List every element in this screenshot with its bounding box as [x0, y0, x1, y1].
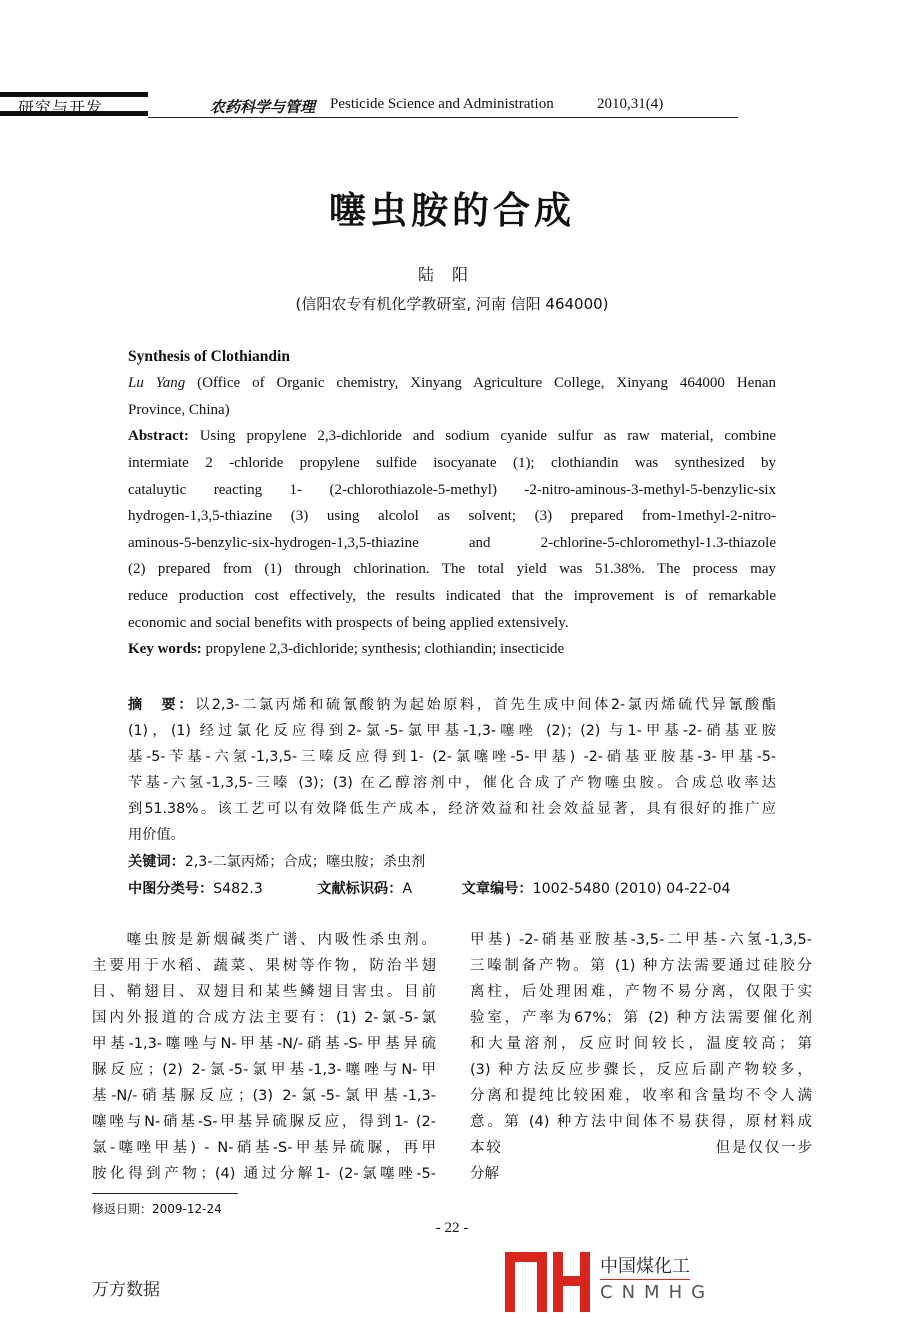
- chinese-abstract-text: 以2,3-二氯丙烯和硫氰酸钠为起始原料，首先生成中间体2-氯丙烯硫代异氰酸酯: [195, 697, 776, 713]
- english-affiliation: (Office of Organic chemistry, Xinyang Agriculture College, Xinyang 464000 Henan: [185, 375, 776, 391]
- article-title: 噻虫胺的合成: [329, 188, 575, 232]
- english-abstract-line: reduce production cost effectively, the results indicated that the improvement is of remarkable: [128, 588, 776, 604]
- english-abstract-line: hydrogen-1,3,5-thiazine (3) using alcolol as solvent; (3) prepared from-1methyl-2-nitro-: [128, 508, 776, 525]
- chinese-abstract-line: (1)，(1) 经过氯化反应得到2-氯-5-氯甲基-1,3-噻唑 (2)；(2) 与1-甲基-2-硝基亚胺: [128, 723, 776, 739]
- english-line: Province, China): [128, 402, 230, 418]
- affiliation: (信阳农专有机化学教研室, 河南 信阳 464000): [295, 295, 609, 313]
- keywords-label: Key words:: [128, 641, 202, 657]
- body-left-line: 胺化得到产物；(4) 通过分解1- (2-氯噻唑-5-: [92, 1166, 436, 1182]
- chinese-abstract-label: 摘 要：: [128, 697, 196, 713]
- body-right-line: 意。第 (4) 种方法中间体不易获得，原材料成: [470, 1114, 812, 1130]
- footnote-date: 修返日期：2009-12-24: [92, 1202, 222, 1216]
- logo-text-en: CNMHG: [600, 1282, 715, 1303]
- body-right-line: (3) 种方法反应步骤长，反应后副产物较多，: [470, 1062, 812, 1078]
- body-right-line: 三嗪制备产物。第 (1) 种方法需要通过硅胶分: [470, 958, 812, 974]
- body-right-line: 分解: [470, 1166, 499, 1182]
- clc-label: 中图分类号：: [128, 881, 214, 897]
- body-right-line: 甲基) -2-硝基亚胺基-3,5-二甲基-六氢-1,3,5-: [470, 932, 812, 948]
- english-abstract-line: cataluytic reacting 1- (2-chlorothiazole-5-methyl) -2-nitro-aminous-3-methyl-5-benzylic-six: [128, 481, 776, 498]
- keywords-text: propylene 2,3-dichloride; synthesis; clothiandin; insecticide: [201, 641, 565, 657]
- body-right-line: 本较 但是仅仅一步: [470, 1140, 812, 1156]
- page-number: - 22 -: [435, 1220, 469, 1236]
- body-right-line: 分离和提纯比较困难，收率和含量均不令人满: [470, 1088, 812, 1104]
- english-abstract-line: economic and social benefits with prospects of being applied extensively.: [128, 614, 569, 631]
- chinese-abstract-first: [128, 694, 776, 714]
- journal-cn-logo: 农药科学与管理: [210, 100, 316, 116]
- journal-name: Pesticide Science and Administration: [330, 96, 554, 112]
- doc-code-label: 文献标识码：: [317, 881, 403, 897]
- body-right-line: 验室，产率为67%；第 (2) 种方法需要催化剂: [470, 1010, 812, 1026]
- body-left-line: 国内外报道的合成方法主要有：(1) 2-氯-5-氯: [92, 1010, 436, 1026]
- english-title: Synthesis of Clothiandin: [128, 348, 290, 365]
- section-tag: [0, 92, 148, 116]
- body-left-line: 甲基-1,3-噻唑与N-甲基-N/-硝基-S-甲基异硫: [92, 1036, 436, 1052]
- article-no-value: 1002-5480 (2010) 04-22-04: [532, 881, 731, 897]
- cnmhg-logo-icon: [505, 1250, 590, 1312]
- footnote-rule: [92, 1193, 238, 1194]
- english-abstract-line: aminous-5-benzylic-six-hydrogen-1,3,5-thiazine and 2-chlorine-5-chloromethyl-1.3-thiazole: [128, 534, 776, 551]
- watermark: 万方数据: [92, 1280, 160, 1300]
- doc-code-value: A: [402, 881, 413, 897]
- chinese-keywords-text: 2,3-二氯丙烯；合成；噻虫胺；杀虫剂: [184, 854, 426, 870]
- classification-line: [128, 878, 776, 898]
- body-left-line: 噻虫胺是新烟碱类广谱、内吸性杀虫剂。: [92, 932, 436, 948]
- english-abstract-line: (2) prepared from (1) through chlorination. The total yield was 51.38%. The process may: [128, 561, 776, 578]
- author: 陆阳: [417, 265, 486, 284]
- chinese-abstract-line: 苄基-六氢-1,3,5-三嗪 (3)；(3) 在乙醇溶剂中，催化合成了产物噻虫胺。合成总收率达: [128, 775, 776, 791]
- body-right-line: 和大量溶剂，反应时间较长，温度较高；第: [470, 1036, 812, 1052]
- body-left-line: 主要用于水稻、蔬菜、果树等作物，防治半翅: [92, 958, 436, 974]
- english-abstract-line: intermiate 2 -chloride propylene sulfide isocyanate (1); clothiandin was synthesized by: [128, 455, 776, 471]
- abstract-text: Using propylene 2,3-dichloride and sodium cyanide sulfur as raw material, combine: [188, 428, 776, 444]
- chinese-keywords-label: 关键词：: [128, 854, 185, 870]
- logo-text-cn: 中国煤化工: [600, 1252, 690, 1280]
- chinese-abstract-line: 到51.38%。该工艺可以有效降低生产成本，经济效益和社会效益显著，具有很好的推广应: [128, 801, 776, 817]
- article-no-label: 文章编号：: [461, 881, 533, 897]
- english-author-line: [128, 375, 776, 392]
- english-author-name: Lu Yang: [128, 375, 186, 391]
- clc-value: S482.3: [213, 881, 263, 897]
- body-right-line: 离柱，后处理困难，产物不易分离，仅限于实: [470, 984, 812, 1000]
- body-left-line: 基-N/-硝基脲反应；(3) 2-氯-5-氯甲基-1,3-: [92, 1088, 436, 1104]
- journal-issue: 2010,31(4): [597, 96, 664, 112]
- body-left-line: 目、鞘翅目、双翅目和某些鳞翅目害虫。目前: [92, 984, 436, 1000]
- header-rule: [148, 117, 738, 118]
- chinese-abstract-line: 用价值。: [128, 827, 185, 843]
- body-left-line: 噻唑与N-硝基-S-甲基异硫脲反应，得到1- (2-: [92, 1114, 436, 1130]
- chinese-keywords: [128, 851, 776, 871]
- abstract-label: Abstract:: [128, 428, 189, 444]
- body-left-line: 脲反应；(2) 2-氯-5-氯甲基-1,3-噻唑与N-甲: [92, 1062, 436, 1078]
- chinese-abstract-line: 基-5-苄基-六氢-1,3,5-三嗪反应得到1- (2-氯噻唑-5-甲基) -2-硝基亚胺基-3-甲基-5-: [128, 749, 776, 765]
- english-keywords: [128, 641, 776, 658]
- section-tag-label: 研究与开发: [18, 98, 104, 117]
- body-left-line: 氯-噻唑甲基) - N-硝基-S-甲基异硫脲，再甲: [92, 1140, 436, 1156]
- english-abstract-first: [128, 428, 776, 445]
